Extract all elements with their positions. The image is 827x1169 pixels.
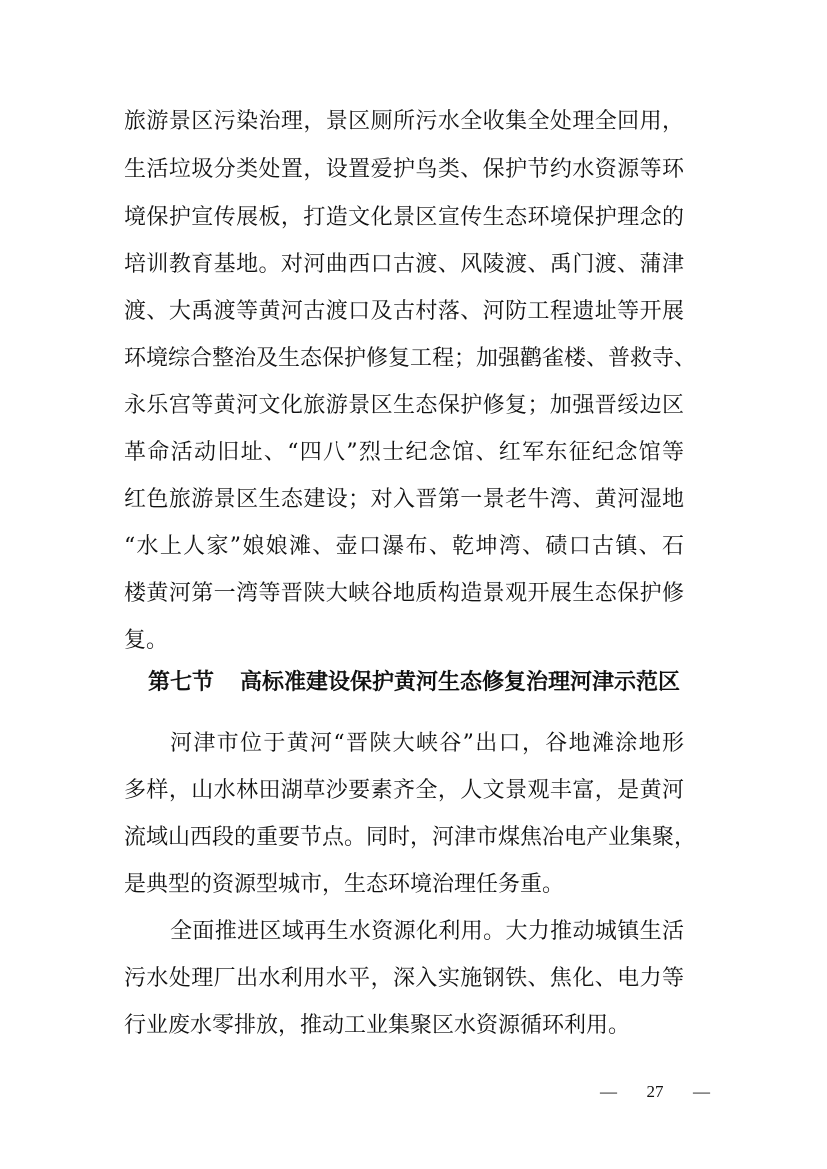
text-line: 永乐宫等黄河文化旅游景区生态保护修复；加强晋绥边区 xyxy=(124,393,684,418)
text-line: 旅游景区污染治理，景区厕所污水全收集全处理全回用， xyxy=(124,109,684,134)
section-number: 第七节 xyxy=(148,670,215,695)
footer-dash-right: — xyxy=(693,1082,710,1101)
text-line: 渡、大禹渡等黄河古渡口及古村落、河防工程遗址等开展 xyxy=(124,299,684,324)
text-line: 行业废水零排放，推动工业集聚区水资源循环利用。 xyxy=(124,1013,631,1038)
text-line: 多样，山水林田湖草沙要素齐全，人文景观丰富，是黄河 xyxy=(124,778,684,803)
page-number: 27 xyxy=(646,1082,664,1101)
text-line: 河津市位于黄河“晋陕大峡谷”出口，谷地滩涂地形 xyxy=(170,731,684,756)
section-heading xyxy=(148,661,688,705)
text-line: 生活垃圾分类处置，设置爱护鸟类、保护节约水资源等环 xyxy=(124,157,684,182)
text-line: 革命活动旧址、“四八”烈士纪念馆、红军东征纪念馆等 xyxy=(124,440,684,465)
text-line: 污水处理厂出水利用水平，深入实施钢铁、焦化、电力等 xyxy=(124,966,684,991)
text-line: 楼黄河第一湾等晋陕大峡谷地质构造景观开展生态保护修 xyxy=(124,581,684,606)
text-line: 培训教育基地。对河曲西口古渡、风陵渡、禹门渡、蒲津 xyxy=(124,252,684,277)
section-title: 高标准建设保护黄河生态修复治理河津示范区 xyxy=(240,670,681,695)
text-line: 境保护宣传展板，打造文化景区宣传生态环境保护理念的 xyxy=(124,205,684,230)
footer-dash-left: — xyxy=(600,1082,617,1101)
text-line: 复。 xyxy=(124,628,169,653)
text-line: “水上人家”娘娘滩、壶口瀑布、乾坤湾、碛口古镇、石 xyxy=(124,534,684,559)
text-line: 流域山西段的重要节点。同时，河津市煤焦冶电产业集聚， xyxy=(124,825,697,850)
text-line: 是典型的资源型城市，生态环境治理任务重。 xyxy=(124,872,565,897)
page-footer xyxy=(600,1080,710,1104)
text-line: 环境综合整治及生态保护修复工程；加强鹳雀楼、普救寺、 xyxy=(124,346,697,371)
text-line: 红色旅游景区生态建设；对入晋第一景老牛湾、黄河湿地 xyxy=(124,487,684,512)
text-line: 全面推进区域再生水资源化利用。大力推动城镇生活 xyxy=(170,919,684,944)
